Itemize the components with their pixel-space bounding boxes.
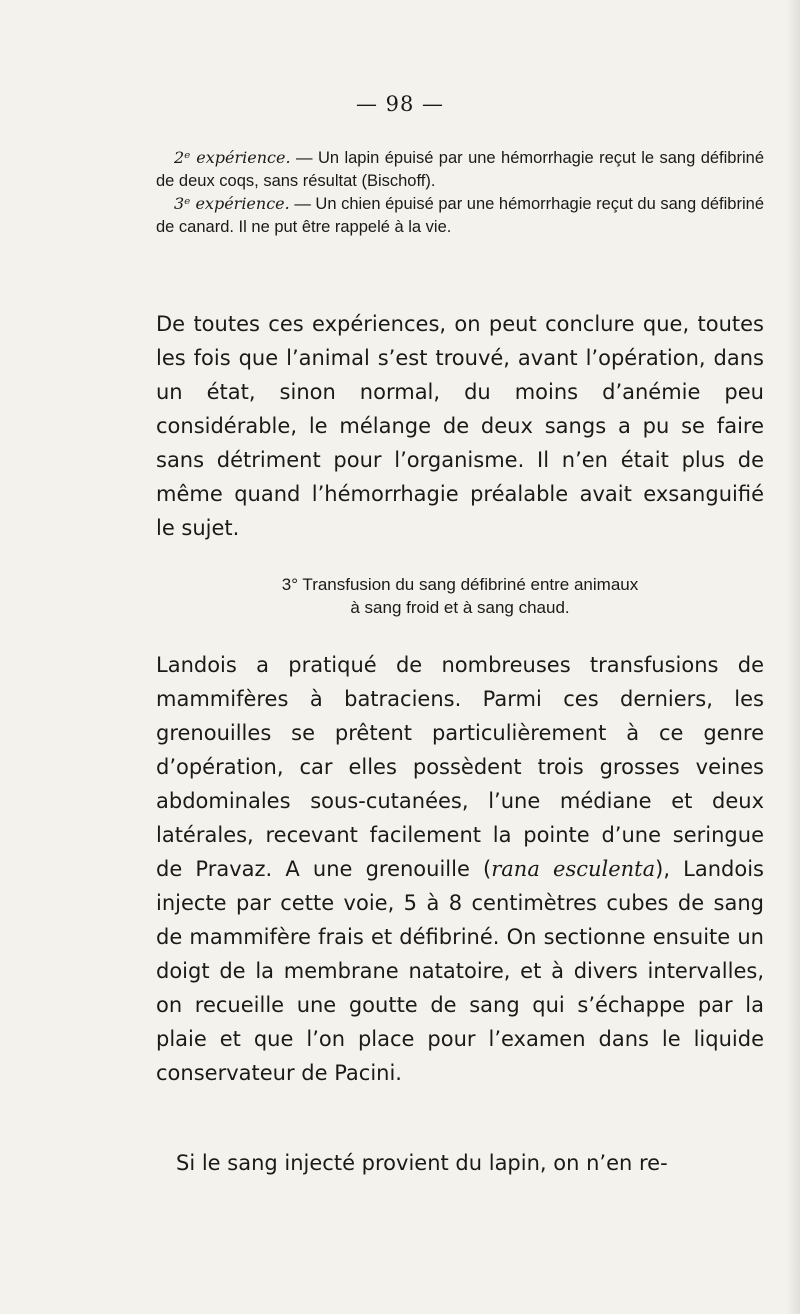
page-edge-shadow <box>786 0 800 1314</box>
note-experience-3 <box>156 192 764 239</box>
section-heading-line-2: à sang froid et à sang chaud. <box>350 598 570 617</box>
paragraph-landois-part-1: Landois a pratiqué de nombreuses transfusions de mammifères à batraciens. Parmi ces derniers, les grenouilles se prêtent particulièrement à ce genre d’opération, car elles possèdent trois grosses veines abdominales sous-cutanées, l’une médiane et deux latérales, recevant facilement la pointe d’une seringue de Pravaz. A une grenouille ( <box>156 653 764 881</box>
paragraph-conclusion: De toutes ces expériences, on peut conclure que, toutes les fois que l’animal s’est trouvé, avant l’opération, dans un état, sinon normal, du moins d’anémie peu considérable, le mélange de deux sangs a pu se faire sans détriment pour l’organisme. Il n’en était plus de même quand l’hémorrhagie préalable avait exsanguifié le sujet. <box>156 312 764 540</box>
page-number: — 98 — <box>355 92 445 116</box>
note-experience-3-label: 3ᵉ expérience. <box>174 194 290 213</box>
note-experience-2-label: 2ᵉ expérience. <box>174 148 291 167</box>
paragraph-landois-part-2: ), Landois injecte par cette voie, 5 à 8 centimètres cubes de sang de mammifère frais et défibriné. On sectionne ensuite un doigt de la membrane natatoire, et à divers intervalles, on recueille une goutte de sang qui s’échappe par la plaie et que l’on place pour l’examen dans le liquide conservateur de Pacini. <box>156 857 764 1085</box>
note-experience-2-text: — Un lapin épuisé par une hémorrhagie reçut le sang défibriné de deux coqs, sans résultat (Bischoff). <box>156 149 764 190</box>
paragraph-lapin <box>156 1146 764 1180</box>
note-experience-3-text: — Un chien épuisé par une hémorrhagie reçut du sang défibriné de canard. Il ne put être rappelé à la vie. <box>156 195 764 236</box>
paragraph-lapin-text: Si le sang injecté provient du lapin, on n’en re- <box>176 1151 668 1175</box>
section-heading-line-1: 3° Transfusion du sang défibriné entre animaux <box>281 575 639 594</box>
section-heading <box>156 573 764 619</box>
paragraph-landois <box>156 648 764 1090</box>
paragraph-landois-species: rana esculenta <box>491 857 656 881</box>
note-experience-2 <box>156 146 764 193</box>
